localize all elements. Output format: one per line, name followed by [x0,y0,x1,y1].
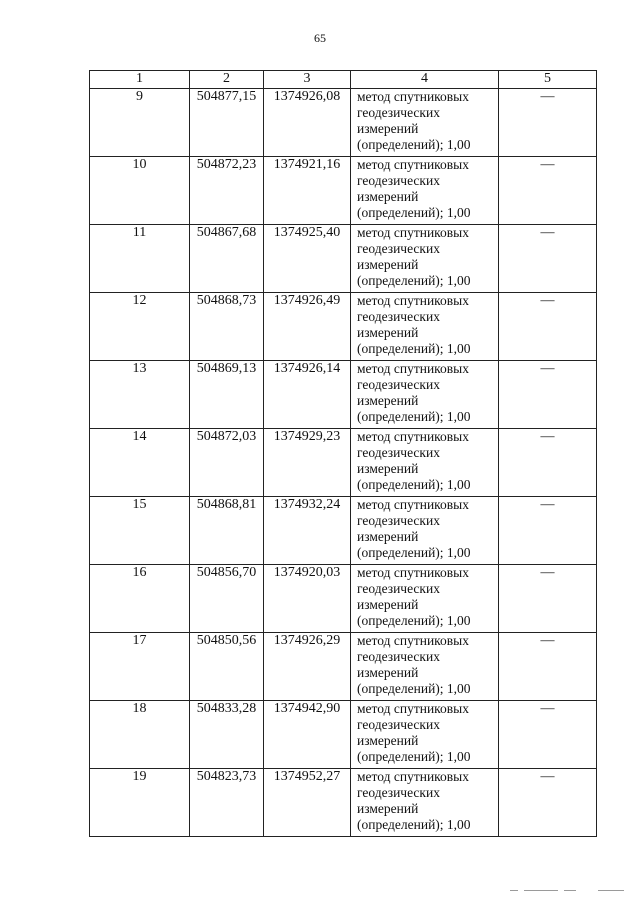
dash-mark: — [540,565,555,580]
method-cell [351,429,499,497]
method-line: (определений); 1,00 [357,137,471,152]
method-line: метод спутниковых [357,497,469,512]
method-line: (определений); 1,00 [357,205,471,220]
table-row [90,701,597,769]
y-coordinate-cell: 1374926,14 [264,361,351,429]
method-line: геодезических [357,241,440,256]
header-col-3: 3 [264,71,351,89]
method-line: (определений); 1,00 [357,409,471,424]
header-col-1: 1 [90,71,190,89]
point-number-cell: 11 [90,225,190,293]
method-cell [351,701,499,769]
y-coordinate-cell: 1374921,16 [264,157,351,225]
method-line: метод спутниковых [357,429,469,444]
dash-mark: — [540,497,555,512]
point-number-cell: 16 [90,565,190,633]
x-coordinate-cell: 504856,70 [190,565,264,633]
table-body [90,89,597,837]
method-line: измерений [357,597,419,612]
description-cell [499,701,597,769]
x-coordinate-cell: 504872,03 [190,429,264,497]
y-coordinate-cell: 1374942,90 [264,701,351,769]
method-line: геодезических [357,581,440,596]
method-line: измерений [357,665,419,680]
point-number-cell: 14 [90,429,190,497]
x-coordinate-cell: 504868,73 [190,293,264,361]
method-line: измерений [357,801,419,816]
x-coordinate-cell: 504872,23 [190,157,264,225]
table-row [90,225,597,293]
method-line: (определений); 1,00 [357,477,471,492]
method-line: (определений); 1,00 [357,749,471,764]
method-line: геодезических [357,513,440,528]
dash-mark: — [540,769,555,784]
dash-mark: — [540,293,555,308]
dash-mark: — [540,633,555,648]
table-row [90,429,597,497]
description-cell [499,89,597,157]
description-cell [499,565,597,633]
point-number-cell: 13 [90,361,190,429]
method-line: метод спутниковых [357,769,469,784]
method-line: метод спутниковых [357,633,469,648]
dash-mark: — [540,225,555,240]
method-line: измерений [357,733,419,748]
method-cell [351,89,499,157]
table-row [90,565,597,633]
header-col-2: 2 [190,71,264,89]
method-line: (определений); 1,00 [357,341,471,356]
table-row [90,293,597,361]
dash-mark: — [540,89,555,104]
y-coordinate-cell: 1374926,49 [264,293,351,361]
dash-mark: — [540,157,555,172]
method-line: (определений); 1,00 [357,681,471,696]
method-cell [351,565,499,633]
method-cell [351,497,499,565]
method-cell [351,293,499,361]
point-number-cell: 18 [90,701,190,769]
y-coordinate-cell: 1374926,29 [264,633,351,701]
method-line: геодезических [357,785,440,800]
y-coordinate-cell: 1374929,23 [264,429,351,497]
x-coordinate-cell: 504877,15 [190,89,264,157]
method-line: метод спутниковых [357,293,469,308]
method-line: (определений); 1,00 [357,817,471,832]
method-cell [351,633,499,701]
x-coordinate-cell: 504850,56 [190,633,264,701]
table-row [90,633,597,701]
description-cell [499,429,597,497]
point-number-cell: 17 [90,633,190,701]
description-cell [499,361,597,429]
description-cell [499,497,597,565]
method-line: измерений [357,393,419,408]
y-coordinate-cell: 1374932,24 [264,497,351,565]
point-number-cell: 10 [90,157,190,225]
point-number-cell: 9 [90,89,190,157]
dash-mark: — [540,429,555,444]
method-line: измерений [357,257,419,272]
method-line: измерений [357,529,419,544]
x-coordinate-cell: 504869,13 [190,361,264,429]
dash-mark: — [540,701,555,716]
point-number-cell: 12 [90,293,190,361]
method-line: метод спутниковых [357,701,469,716]
method-line: геодезических [357,717,440,732]
method-line: (определений); 1,00 [357,273,471,288]
x-coordinate-cell: 504833,28 [190,701,264,769]
header-col-4: 4 [351,71,499,89]
description-cell [499,157,597,225]
y-coordinate-cell: 1374926,08 [264,89,351,157]
method-line: геодезических [357,377,440,392]
description-cell [499,225,597,293]
point-number-cell: 19 [90,769,190,837]
method-line: геодезических [357,445,440,460]
y-coordinate-cell: 1374925,40 [264,225,351,293]
method-line: метод спутниковых [357,565,469,580]
page-number: 65 [314,31,326,45]
table-row [90,361,597,429]
method-cell [351,769,499,837]
point-number-cell: 15 [90,497,190,565]
header-col-5: 5 [499,71,597,89]
method-line: геодезических [357,173,440,188]
method-cell [351,157,499,225]
table-row [90,89,597,157]
description-cell [499,769,597,837]
method-line: геодезических [357,105,440,120]
method-line: (определений); 1,00 [357,613,471,628]
scan-artifact-marks [510,890,630,894]
method-line: метод спутниковых [357,361,469,376]
y-coordinate-cell: 1374952,27 [264,769,351,837]
method-line: измерений [357,325,419,340]
table-row [90,157,597,225]
x-coordinate-cell: 504823,73 [190,769,264,837]
y-coordinate-cell: 1374920,03 [264,565,351,633]
method-cell [351,361,499,429]
method-line: метод спутниковых [357,89,469,104]
method-line: геодезических [357,649,440,664]
method-cell [351,225,499,293]
method-line: измерений [357,189,419,204]
method-line: (определений); 1,00 [357,545,471,560]
method-line: измерений [357,121,419,136]
method-line: метод спутниковых [357,225,469,240]
coordinates-table [89,70,597,837]
x-coordinate-cell: 504868,81 [190,497,264,565]
method-line: геодезических [357,309,440,324]
table-row [90,497,597,565]
method-line: метод спутниковых [357,157,469,172]
dash-mark: — [540,361,555,376]
description-cell [499,633,597,701]
method-line: измерений [357,461,419,476]
x-coordinate-cell: 504867,68 [190,225,264,293]
table-header-row [90,71,597,89]
description-cell [499,293,597,361]
table-row [90,769,597,837]
